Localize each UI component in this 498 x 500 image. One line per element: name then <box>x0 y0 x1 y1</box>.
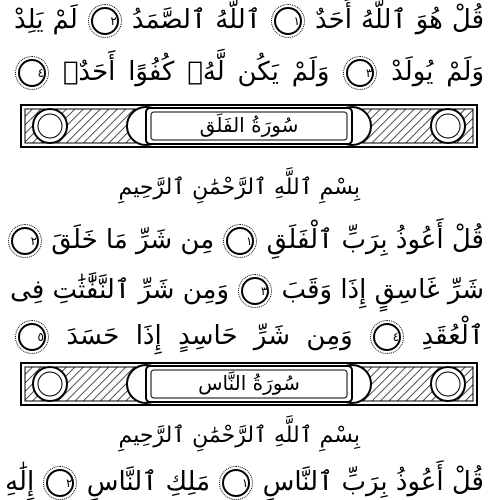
ayah-number-marker: ٣ <box>346 59 374 87</box>
ayah-number-marker: ١ <box>222 469 250 497</box>
ayah-text: لَمْ يَلِدْ <box>14 5 78 35</box>
ayah-number-marker: ٢ <box>91 7 119 35</box>
surah-title: سُورَةُ الفَلَق <box>199 113 299 137</box>
basmala: بِسْمِ ٱللَّهِ ٱلرَّحْمَٰنِ ٱلرَّحِيمِ <box>118 175 360 200</box>
ayah-line-3 <box>14 222 484 258</box>
ayah-number-marker: ٥ <box>18 323 46 351</box>
ayah-text: إِلَٰهِ <box>5 467 35 497</box>
ayah-text: وَمِن شَرِّ ٱلنَّفَّٰثَٰتِ فِى <box>10 275 230 305</box>
ayah-text: قُلْ أَعُوذُ بِرَبِّ ٱلْفَلَقِ <box>266 225 484 255</box>
ayah-line-4 <box>10 272 484 308</box>
ayah-text: مَلِكِ ٱلنَّاسِ <box>86 467 211 497</box>
ayah-text: قُلْ هُوَ ٱللَّهُ أَحَدٌ <box>315 5 484 35</box>
ayah-text: ٱلْعُقَدِ <box>421 321 484 351</box>
ayah-line-6 <box>5 464 484 500</box>
ayah-text: شَرِّ غَاسِقٍ إِذَا وَقَبَ <box>281 275 484 305</box>
ayah-number-marker: ٣ <box>241 277 269 305</box>
ayah-line-2 <box>14 54 484 90</box>
ayah-text: وَلَمْ يُولَدْ <box>391 57 484 87</box>
ayah-text: وَلَمْ يَكُن لَّهُۥ كُفُوًا أَحَدٌۢ <box>62 57 330 87</box>
surah-header-falaq <box>20 104 478 148</box>
ayah-number-marker: ٤ <box>18 59 46 87</box>
ayah-text: ٱللَّهُ ٱلصَّمَدُ <box>131 5 261 35</box>
ayah-number-marker: ١ <box>274 7 302 35</box>
ayah-number-marker: ٤ <box>373 323 401 351</box>
ayah-number-marker: ٢ <box>11 227 39 255</box>
basmala: بِسْمِ ٱللَّهِ ٱلرَّحْمَٰنِ ٱلرَّحِيمِ <box>118 423 360 448</box>
surah-header-nas <box>20 362 478 406</box>
ayah-number-marker: ٢ <box>46 469 74 497</box>
ayah-text: وَمِن شَرِّ حَاسِدٍ إِذَا حَسَدَ <box>66 321 353 351</box>
ayah-text: مِن شَرِّ مَا خَلَقَ <box>51 225 215 255</box>
ayah-line-5 <box>14 318 484 354</box>
ayah-number-marker: ١ <box>226 227 254 255</box>
surah-title: سُورَةُ النَّاس <box>198 371 300 395</box>
ayah-text: قُلْ أَعُوذُ بِرَبِّ ٱلنَّاسِ <box>262 467 484 497</box>
ayah-line-1 <box>14 2 484 38</box>
